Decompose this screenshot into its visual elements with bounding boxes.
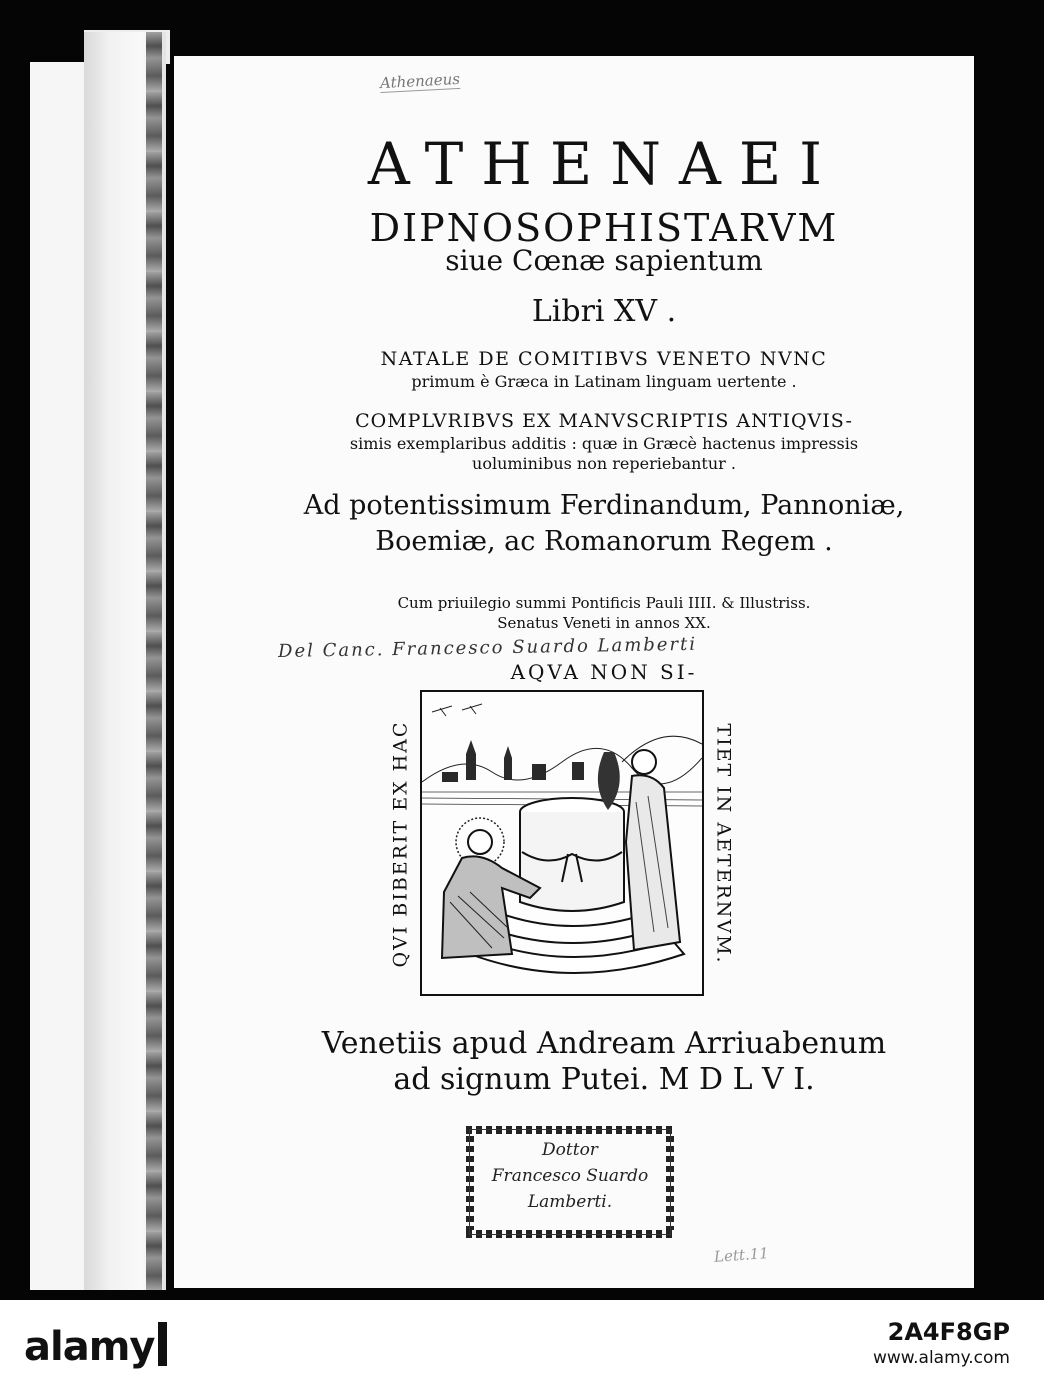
torn-spine-strip: [84, 32, 166, 1290]
binding-flap: [30, 62, 91, 1290]
title-work: DIPNOSOPHISTARVM: [369, 206, 839, 250]
shelfmark: Lett.11: [713, 1244, 770, 1266]
manuscripts-line: COMPLVRIBVS EX MANVSCRIPTIS ANTIQVIS-: [355, 410, 853, 432]
imprint-line: Venetiis apud Andream Arriuabenum: [321, 1026, 887, 1061]
manuscripts-line-2: simis exemplaribus additis : quæ in Græcè hactenus impressis: [349, 434, 859, 453]
translator-line: NATALE DE COMITIBVS VENETO NVNC: [380, 348, 828, 370]
motto-left-text: QVI BIBERIT EX HAC: [389, 720, 411, 968]
site-url: www.alamy.com: [872, 1348, 1010, 1368]
logo-bar-icon: [158, 1322, 167, 1366]
title-page: [174, 56, 974, 1288]
privilege-line: Cum priuilegio summi Pontificis Pauli IIII. & Illustriss.: [397, 594, 811, 612]
privilege-line-2: Senatus Veneti in annos XX.: [497, 614, 711, 632]
logo-text: alamy: [24, 1324, 155, 1370]
stamp-line-1: Dottor: [542, 1140, 598, 1160]
title-books: Libri XV .: [531, 294, 677, 329]
device-motto-left: [380, 690, 420, 998]
title-subtitle: siue Cœnæ sapientum: [445, 244, 763, 277]
ownership-stamp: [456, 1116, 684, 1248]
dedication-line: Ad potentissimum Ferdinandum, Pannoniæ,: [303, 490, 905, 521]
woodcut-well-scene: [422, 692, 702, 994]
translator-line-2: primum è Græca in Latinam linguam uertente .: [411, 372, 797, 391]
manuscripts-line-3: uoluminibus non reperiebantur .: [472, 454, 736, 473]
device-motto-top: AQVA NON SI-: [510, 660, 698, 684]
dedication-line-2: Boemiæ, ac Romanorum Regem .: [375, 526, 833, 557]
stamp-line-2: Francesco Suardo: [491, 1166, 649, 1186]
stamp-line-3: Lamberti.: [527, 1192, 613, 1212]
title-author: ATHENAEI: [367, 130, 841, 198]
device-motto-right: [704, 690, 744, 998]
woodcut-illustration: [420, 690, 704, 996]
watermark-footer: [0, 1300, 1044, 1390]
motto-right-text: TIET IN AETERNVM.: [713, 723, 735, 965]
manuscript-note: Athenaeus: [379, 69, 461, 93]
handwritten-ownership: Del Canc. Francesco Suardo Lamberti: [277, 633, 698, 663]
image-meta: [873, 1318, 1010, 1368]
imprint-date-line: ad signum Putei. M D L V I.: [393, 1062, 815, 1097]
printer-device: [380, 690, 744, 998]
image-id: 2A4F8GP: [887, 1318, 1010, 1346]
alamy-logo: [24, 1322, 167, 1370]
